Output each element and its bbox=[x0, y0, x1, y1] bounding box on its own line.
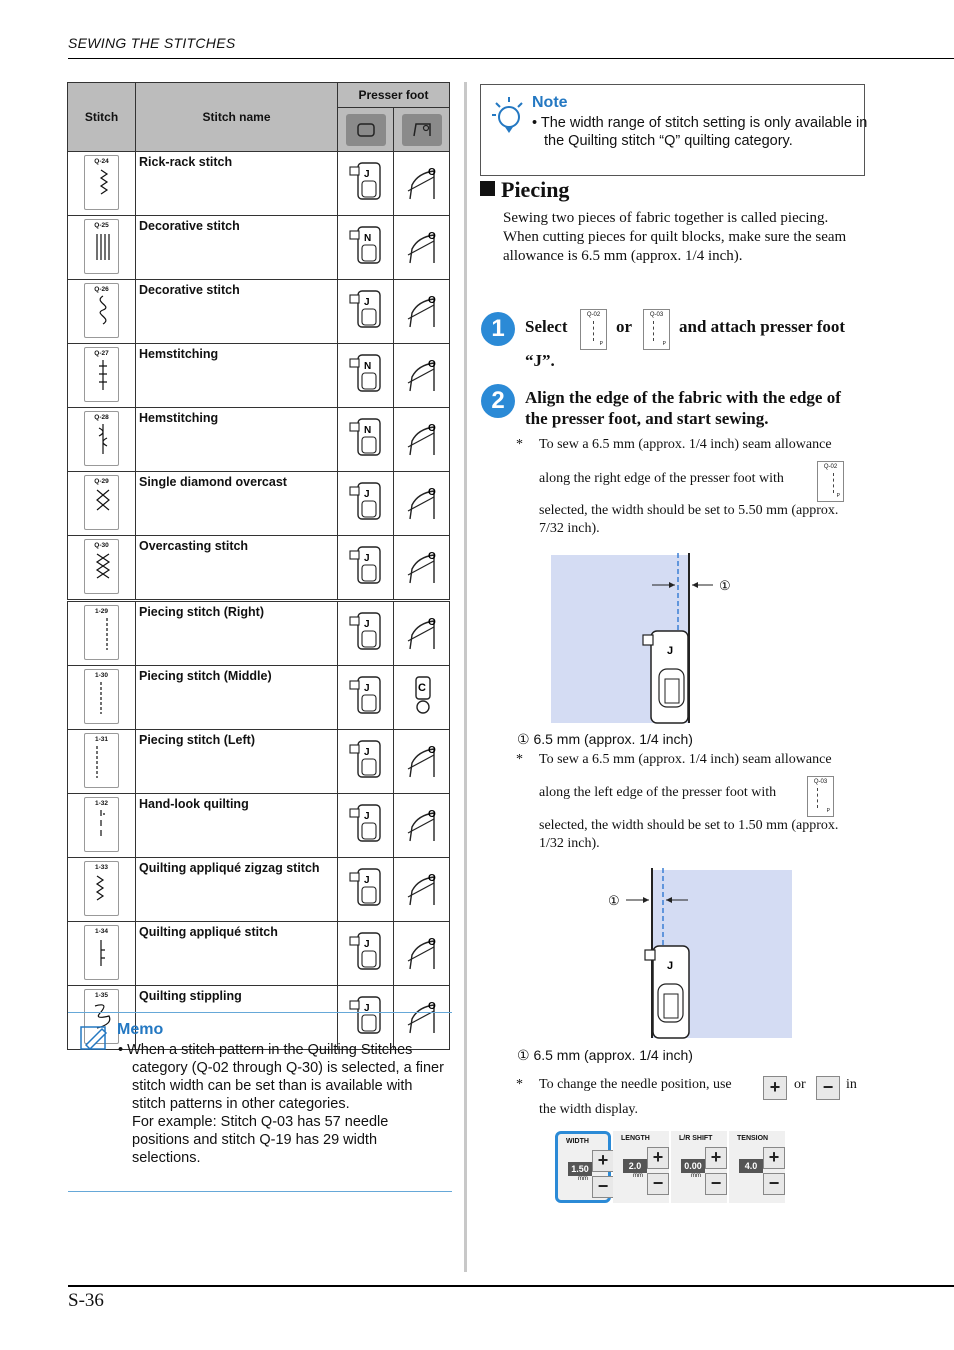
note3-tail: the width display. bbox=[539, 1102, 639, 1117]
presser-foot-icon bbox=[348, 223, 384, 267]
asterisk-1: * bbox=[516, 437, 523, 452]
svg-text:O: O bbox=[427, 295, 436, 306]
step-2-number: 2 bbox=[481, 384, 515, 418]
stitch-key-icon: Q-27 bbox=[84, 347, 119, 402]
presser-foot-c-icon bbox=[404, 673, 440, 717]
svg-text:J: J bbox=[363, 297, 370, 308]
step-1-foot: “J”. bbox=[525, 351, 555, 370]
stitch-key-icon: 1-29 bbox=[84, 605, 119, 660]
table-row bbox=[68, 408, 450, 472]
stitch-key-icon: Q-24 bbox=[84, 155, 119, 210]
stitch-name: Decorative stitch bbox=[136, 280, 338, 344]
piecing-intro: Sewing two pieces of fabric together is called piecing. When cutting pieces for quilt blocks, make sure the seam allowance is 6.5 mm (approx. 1/4 inch). bbox=[503, 210, 847, 264]
svg-text:J: J bbox=[363, 683, 370, 694]
stitch-name: Piecing stitch (Left) bbox=[136, 730, 338, 794]
note1-line2: along the right edge of the presser foot with bbox=[539, 471, 784, 486]
stitch-name: Quilting appliqué zigzag stitch bbox=[136, 858, 338, 922]
key-q02-small-icon: Q-02 P bbox=[817, 461, 844, 502]
note3-text: To change the needle position, use bbox=[539, 1077, 732, 1092]
table-row bbox=[68, 152, 450, 216]
caption-1: ① 6.5 mm (approx. 1/4 inch) bbox=[517, 731, 693, 747]
stitch-name: Hemstitching bbox=[136, 344, 338, 408]
presser-foot-icon bbox=[348, 609, 384, 653]
asterisk-2: * bbox=[516, 752, 523, 767]
table-row bbox=[68, 666, 450, 730]
setting-length: LENGTH 2.0 mm + − bbox=[613, 1131, 669, 1203]
svg-text:N: N bbox=[363, 361, 371, 372]
note2-line3: selected, the width should be set to 1.50 mm (approx. 1/32 inch). bbox=[539, 818, 839, 851]
presser-foot-icon bbox=[348, 865, 384, 909]
note3-in: in bbox=[846, 1077, 857, 1092]
note2-line2: along the left edge of the presser foot with bbox=[539, 785, 777, 800]
memo-text-2: For example: Stitch Q-03 has 57 needle positions and stitch Q-19 has 29 width selections. bbox=[132, 1114, 389, 1166]
svg-text:O: O bbox=[427, 937, 436, 948]
stitch-name: Single diamond overcast bbox=[136, 472, 338, 536]
table-row bbox=[68, 344, 450, 408]
left-edge-diagram bbox=[600, 868, 795, 1040]
presser-foot-icon bbox=[348, 673, 384, 717]
presser-foot-icon bbox=[348, 351, 384, 395]
note3-or: or bbox=[794, 1077, 806, 1092]
th-stitch: Stitch bbox=[68, 83, 136, 152]
setting-minus-button[interactable]: − bbox=[647, 1173, 669, 1195]
stitch-key-icon: Q-26 bbox=[84, 283, 119, 338]
stitch-name: Piecing stitch (Right) bbox=[136, 601, 338, 666]
stitch-name: Decorative stitch bbox=[136, 216, 338, 280]
step-1-number: 1 bbox=[481, 312, 515, 346]
note1-line1: To sew a 6.5 mm (approx. 1/4 inch) seam allowance bbox=[539, 437, 832, 452]
key-q03-small-icon: Q-03 P bbox=[807, 776, 834, 817]
note2-line1: To sew a 6.5 mm (approx. 1/4 inch) seam allowance bbox=[539, 752, 832, 767]
key-q03-icon: Q-03 P bbox=[643, 309, 670, 350]
presser-foot-o-icon bbox=[404, 479, 440, 523]
lightbulb-icon bbox=[491, 95, 527, 135]
settings-panel bbox=[555, 1131, 785, 1205]
stitch-key-icon: Q-30 bbox=[84, 539, 119, 594]
stitch-key-icon: Q-29 bbox=[84, 475, 119, 530]
svg-text:C: C bbox=[417, 682, 426, 694]
stitch-name: Quilting appliqué stitch bbox=[136, 922, 338, 986]
svg-text:J: J bbox=[363, 553, 370, 564]
presser-foot-o-icon bbox=[404, 287, 440, 331]
foot-o-header-icon bbox=[402, 114, 442, 146]
key-q02-icon: Q-02 P bbox=[580, 309, 607, 350]
presser-foot-icon bbox=[348, 415, 384, 459]
header-title: SEWING THE STITCHES bbox=[68, 35, 236, 51]
stitch-name: Hand-look quilting bbox=[136, 794, 338, 858]
piecing-heading: Piecing bbox=[480, 177, 569, 203]
table-row bbox=[68, 280, 450, 344]
th-stitch-name: Stitch name bbox=[136, 83, 338, 152]
svg-text:J: J bbox=[363, 619, 370, 630]
stitch-table bbox=[67, 82, 450, 1050]
callout-1: ① bbox=[719, 578, 731, 593]
svg-text:J: J bbox=[363, 489, 370, 500]
svg-text:N: N bbox=[363, 233, 371, 244]
step-1-select: Select bbox=[525, 317, 568, 336]
stitch-key-icon: 1-33 bbox=[84, 861, 119, 916]
note-box bbox=[480, 84, 868, 176]
svg-text:J: J bbox=[363, 747, 370, 758]
presser-foot-o-icon bbox=[404, 223, 440, 267]
svg-text:J: J bbox=[363, 875, 370, 886]
asterisk-3: * bbox=[516, 1077, 523, 1092]
setting-minus-button[interactable]: − bbox=[763, 1173, 785, 1195]
svg-text:J: J bbox=[363, 169, 370, 180]
setting-plus-button[interactable]: + bbox=[705, 1147, 727, 1169]
stitch-key-icon: Q-25 bbox=[84, 219, 119, 274]
presser-foot-icon bbox=[348, 543, 384, 587]
presser-foot-icon bbox=[348, 159, 384, 203]
svg-text:J: J bbox=[363, 939, 370, 950]
table-row bbox=[68, 216, 450, 280]
stitch-key-icon: 1-30 bbox=[84, 669, 119, 724]
setting-lrshift: L/R SHIFT 0.00 mm + − bbox=[671, 1131, 727, 1203]
foot-j-label-1: J bbox=[667, 645, 674, 657]
setting-plus-button[interactable]: + bbox=[592, 1150, 614, 1172]
memo-text-1: • When a stitch pattern in the Quilting Stitches category (Q-02 through Q-30) is selected, a finer stitch width can be set than is available with stitch patterns in other categories. bbox=[118, 1042, 444, 1112]
callout-2: ① bbox=[608, 893, 620, 908]
svg-text:O: O bbox=[427, 167, 436, 178]
setting-plus-button[interactable]: + bbox=[763, 1147, 785, 1169]
setting-tension: TENSION 4.0 + − bbox=[729, 1131, 785, 1203]
note-text: • The width range of stitch setting is only available in the Quilting stitch “Q” quilting category. bbox=[532, 115, 868, 149]
svg-text:O: O bbox=[427, 551, 436, 562]
setting-width: WIDTH 1.50 mm + − bbox=[555, 1131, 611, 1203]
footer-rule bbox=[68, 1285, 954, 1287]
svg-text:O: O bbox=[427, 617, 436, 628]
presser-foot-icon bbox=[348, 479, 384, 523]
column-divider bbox=[464, 82, 467, 1272]
svg-text:O: O bbox=[427, 809, 436, 820]
svg-text:N: N bbox=[363, 425, 371, 436]
presser-foot-o-icon bbox=[404, 543, 440, 587]
stitch-key-icon: 1-31 bbox=[84, 733, 119, 788]
svg-text:O: O bbox=[427, 745, 436, 756]
stitch-key-icon: Q-28 bbox=[84, 411, 119, 466]
stitch-name: Overcasting stitch bbox=[136, 536, 338, 601]
table-row bbox=[68, 730, 450, 794]
presser-foot-o-icon bbox=[404, 351, 440, 395]
presser-foot-icon bbox=[348, 801, 384, 845]
presser-foot-o-icon bbox=[404, 865, 440, 909]
setting-minus-button[interactable]: − bbox=[592, 1176, 614, 1198]
table-row bbox=[68, 922, 450, 986]
presser-foot-o-icon bbox=[404, 737, 440, 781]
page-number: S-36 bbox=[68, 1290, 104, 1311]
setting-minus-button[interactable]: − bbox=[705, 1173, 727, 1195]
stitch-key-icon: 1-32 bbox=[84, 797, 119, 852]
svg-text:O: O bbox=[427, 231, 436, 242]
th-presser-foot: Presser foot bbox=[338, 83, 450, 108]
table-row bbox=[68, 794, 450, 858]
foot-j-label-2: J bbox=[667, 960, 674, 972]
step-1-attach: and attach presser foot bbox=[679, 317, 846, 336]
stitch-name: Piecing stitch (Middle) bbox=[136, 666, 338, 730]
memo-pencil-icon bbox=[80, 1025, 110, 1051]
header-rule bbox=[68, 58, 954, 59]
stitch-name: Quilting stippling bbox=[136, 986, 338, 1050]
svg-text:O: O bbox=[427, 487, 436, 498]
stitch-key-icon: 1-35 bbox=[84, 989, 119, 1044]
setting-plus-button[interactable]: + bbox=[647, 1147, 669, 1169]
table-row bbox=[68, 472, 450, 536]
foot-j-header-icon bbox=[346, 114, 386, 146]
svg-text:O: O bbox=[427, 423, 436, 434]
presser-foot-icon bbox=[348, 929, 384, 973]
plus-button[interactable]: + bbox=[763, 1076, 787, 1100]
svg-text:J: J bbox=[363, 1003, 370, 1014]
table-row bbox=[68, 536, 450, 601]
presser-foot-icon bbox=[348, 287, 384, 331]
svg-text:O: O bbox=[427, 873, 436, 884]
memo-box bbox=[68, 1012, 452, 1192]
note-title: Note bbox=[532, 94, 568, 111]
stitch-name: Hemstitching bbox=[136, 408, 338, 472]
minus-button[interactable]: − bbox=[816, 1076, 840, 1100]
presser-foot-o-icon bbox=[404, 929, 440, 973]
note1-line3: selected, the width should be set to 5.50 mm (approx. 7/32 inch). bbox=[539, 503, 839, 536]
stitch-name: Rick-rack stitch bbox=[136, 152, 338, 216]
table-row bbox=[68, 601, 450, 666]
presser-foot-o-icon bbox=[404, 801, 440, 845]
step-2-text: Align the edge of the fabric with the edge of the presser foot, and start sewing. bbox=[525, 388, 841, 428]
memo-title: Memo bbox=[117, 1021, 164, 1038]
svg-text:J: J bbox=[363, 811, 370, 822]
stitch-key-icon: 1-34 bbox=[84, 925, 119, 980]
svg-text:O: O bbox=[427, 1001, 436, 1012]
table-row bbox=[68, 858, 450, 922]
right-edge-diagram bbox=[551, 553, 741, 725]
presser-foot-o-icon bbox=[404, 415, 440, 459]
caption-2: ① 6.5 mm (approx. 1/4 inch) bbox=[517, 1047, 693, 1063]
step-1-or: or bbox=[616, 317, 633, 336]
presser-foot-o-icon bbox=[404, 159, 440, 203]
presser-foot-icon bbox=[348, 737, 384, 781]
presser-foot-o-icon bbox=[404, 609, 440, 653]
svg-text:O: O bbox=[427, 359, 436, 370]
